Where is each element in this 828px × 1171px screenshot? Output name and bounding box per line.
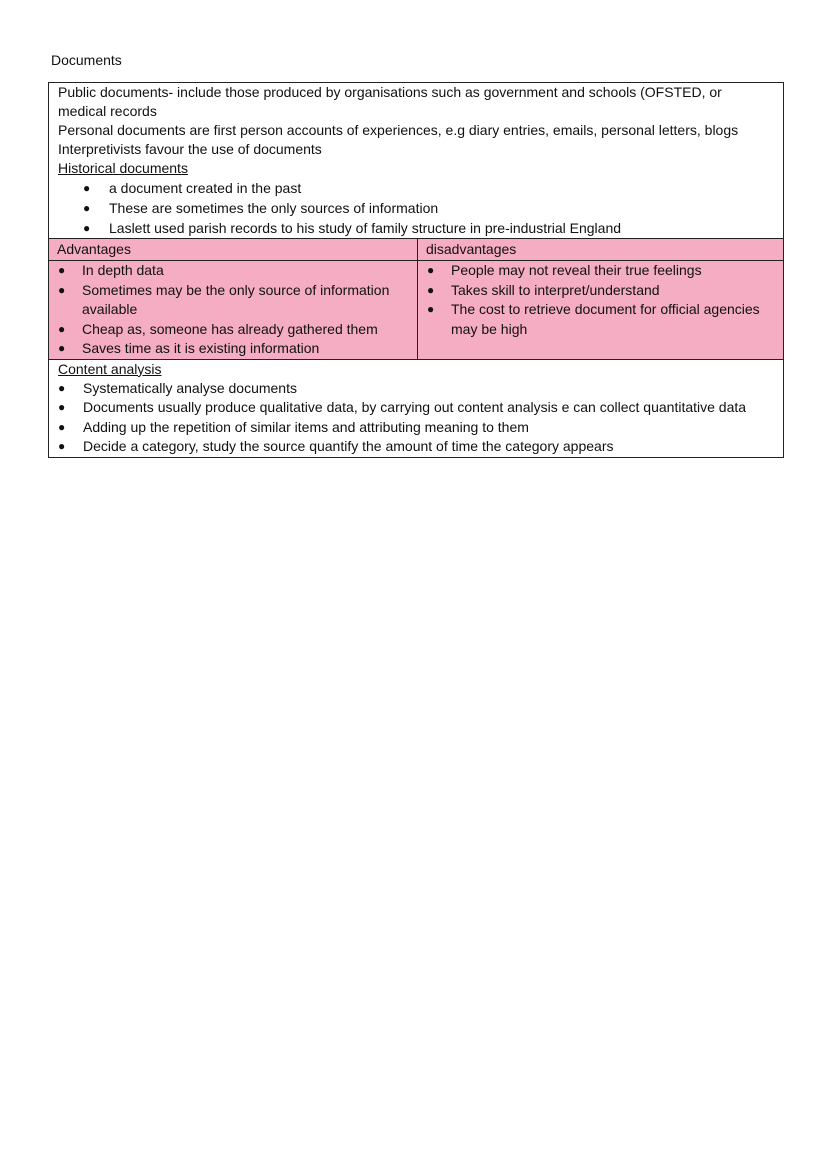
- list-item: ● The cost to retrieve document for official agencies may be high: [427, 301, 760, 337]
- bullet-icon: ●: [83, 181, 91, 195]
- list-item: ● Laslett used parish records to his study of family structure in pre-industrial England: [83, 220, 622, 236]
- list-item: ● Adding up the repetition of similar items and attributing meaning to them: [49, 418, 783, 438]
- interpretivists-text: Interpretivists favour the use of documents: [58, 141, 322, 157]
- page-title: Documents: [51, 52, 122, 68]
- list-item: ● These are sometimes the only sources of information: [83, 200, 439, 216]
- list-item: ● Sometimes may be the only source of information available: [58, 281, 390, 317]
- bullet-icon: ●: [58, 341, 66, 355]
- notes-box: [48, 82, 784, 458]
- disadvantages-cell: [418, 261, 784, 360]
- bullet-icon: ●: [58, 380, 66, 395]
- list-item: ● Decide a category, study the source quantify the amount of time the category appears: [49, 437, 783, 457]
- content-analysis-heading: Content analysis: [58, 360, 162, 377]
- list-item: ● Cheap as, someone has already gathered them: [49, 320, 417, 340]
- historical-documents-heading: Historical documents: [58, 160, 188, 176]
- bullet-icon: ●: [58, 321, 66, 336]
- list-item: ● a document created in the past: [83, 180, 302, 196]
- advantages-cell: [49, 261, 418, 360]
- advantages-disadvantages-table: [49, 238, 783, 360]
- disadvantages-header: disadvantages: [418, 239, 784, 261]
- personal-documents-text: Personal documents are first person accounts of experiences, e.g diary entries, emails, personal letters, blogs: [58, 122, 739, 138]
- bullet-icon: ●: [83, 221, 91, 235]
- historical-documents-list: [49, 178, 783, 238]
- list-item: ● People may not reveal their true feelings: [418, 261, 783, 281]
- bullet-icon: ●: [58, 439, 66, 453]
- public-documents-text: Public documents- include those produced by organisations such as government and schools (OFSTED, or medical records: [58, 84, 722, 119]
- bullet-icon: ●: [427, 282, 435, 297]
- disadvantages-list: [418, 261, 783, 339]
- bullet-icon: ●: [58, 263, 66, 277]
- list-item: ● Systematically analyse documents: [49, 379, 783, 399]
- list-item: ● Documents usually produce qualitative data, by carrying out content analysis e can collect quantitative data: [49, 398, 783, 418]
- content-analysis-list: [49, 379, 783, 457]
- bullet-icon: ●: [83, 201, 91, 215]
- list-item: ● Saves time as it is existing information: [49, 339, 417, 359]
- list-item: ● Takes skill to interpret/understand: [418, 281, 783, 301]
- bullet-icon: ●: [427, 263, 435, 277]
- bullet-icon: ●: [58, 282, 66, 297]
- bullet-icon: ●: [427, 302, 435, 316]
- advantages-header: Advantages: [49, 239, 418, 261]
- advantages-list: [49, 261, 417, 359]
- bullet-icon: ●: [58, 419, 66, 434]
- bullet-icon: ●: [58, 400, 66, 414]
- list-item: ● In depth data: [49, 261, 417, 281]
